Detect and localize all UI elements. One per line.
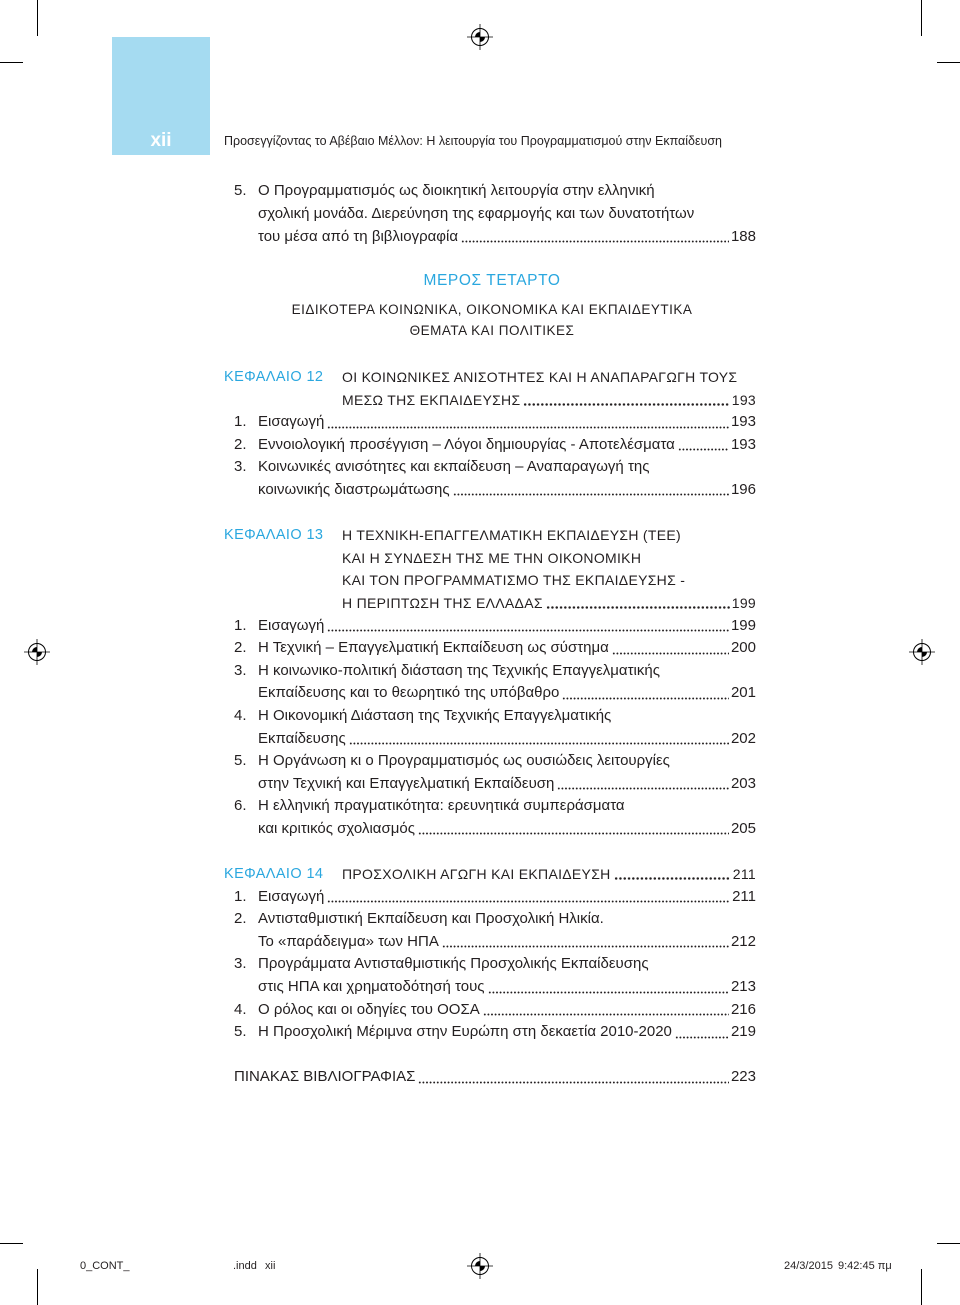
chapter-label: ΚΕΦΑΛΑΙΟ 12 xyxy=(224,369,324,385)
entry-line: Εκπαίδευσης και το θεωρητικό της υπόβαθρο xyxy=(258,684,560,702)
entry-number: 5. xyxy=(234,182,247,199)
entry-line: Εννοιολογική προσέγγιση – Λόγοι δημιουργίας - Αποτελέσματα xyxy=(258,435,675,453)
leader-dots xyxy=(488,976,729,999)
leader-dots xyxy=(562,682,729,705)
entry-line: του μέσα από τη βιβλιογραφία xyxy=(258,228,459,245)
entry-line: Αντισταθμιστική Εκπαίδευση και Προσχολική Ηλικία. xyxy=(258,910,604,928)
toc-entry xyxy=(224,795,756,840)
chapter-title xyxy=(342,524,756,614)
entry-number: 4. xyxy=(234,1000,247,1018)
bibliography-label: ΠΙΝΑΚΑΣ ΒΙΒΛΙΟΓΡΑΦΙΑΣ xyxy=(234,1068,416,1086)
leader-dots xyxy=(461,225,729,248)
entry-line: Προγράμματα Αντισταθμιστικής Προσχολικής Εκπαίδευσης xyxy=(258,955,649,973)
entry-line: Εισαγωγή xyxy=(258,616,325,634)
entry-line: Κοινωνικές ανισότητες και εκπαίδευση – Αναπαραγωγή της xyxy=(258,458,650,476)
leader-dots xyxy=(546,592,730,615)
crop-mark-bottom-left-vertical xyxy=(37,1269,38,1305)
entry-text xyxy=(258,1021,756,1044)
entry-number: 1. xyxy=(234,616,247,634)
toc-line xyxy=(258,179,756,202)
running-header-title: Προσεγγίζοντας το Αβέβαιο Μέλλον: Η λειτουργία του Προγραμματισμού στην Εκπαίδευση xyxy=(224,133,722,148)
slug-date: 24/3/2015 xyxy=(784,1260,833,1272)
folio-box xyxy=(112,37,210,155)
toc-entry xyxy=(224,908,756,953)
entry-text xyxy=(258,660,756,705)
entry-line: Η Οικονομική Διάσταση της Τεχνικής Επαγγελματικής xyxy=(258,706,612,724)
entry-line: Η Τεχνική – Επαγγελματική Εκπαίδευση ως σύστημα xyxy=(258,639,609,657)
toc-bibliography xyxy=(224,1066,756,1089)
entry-text xyxy=(258,750,756,795)
leader-dots xyxy=(612,637,729,660)
page-number: 201 xyxy=(730,684,756,702)
entry-line: Ο Προγραμματισμός ως διοικητική λειτουργία στην ελληνική xyxy=(258,182,655,199)
entry-number: 1. xyxy=(234,413,247,431)
entry-number: 5. xyxy=(234,752,247,770)
entry-line: Η κοινωνικο-πολιτική διάσταση της Τεχνικής Επαγγελματικής xyxy=(258,661,660,679)
entry-text xyxy=(258,953,756,998)
page-number: 193 xyxy=(731,391,756,408)
toc-line xyxy=(258,728,756,751)
toc-line xyxy=(258,682,756,705)
entry-line: σχολική μονάδα. Διερεύνηση της εφαρμογής και των δυνατοτήτων xyxy=(258,205,695,222)
leader-dots xyxy=(349,728,729,751)
entry-number: 2. xyxy=(234,435,247,453)
leader-dots xyxy=(557,773,729,796)
entry-line: Εκπαίδευσης xyxy=(258,729,346,747)
toc-entry xyxy=(224,411,756,434)
toc-line xyxy=(258,795,756,818)
toc-line xyxy=(342,592,756,615)
crop-mark-top-right-horizontal xyxy=(937,62,960,63)
entry-number: 3. xyxy=(234,955,247,973)
part-label: ΜΕΡΟΣ ΤΕΤΑΡΤΟ xyxy=(423,272,561,289)
toc-entry xyxy=(224,1021,756,1044)
leader-dots xyxy=(614,863,731,886)
entry-number: 3. xyxy=(234,458,247,476)
leader-dots xyxy=(327,615,729,638)
part-title xyxy=(224,299,760,341)
entry-text xyxy=(258,179,756,248)
entry-number: 6. xyxy=(234,797,247,815)
toc-entry xyxy=(224,179,756,248)
entry-line: Εισαγωγή xyxy=(258,887,325,905)
entry-text xyxy=(258,705,756,750)
entry-line: στην Τεχνική και Επαγγελματική Εκπαίδευση xyxy=(258,774,555,792)
entry-text xyxy=(258,999,756,1022)
leader-dots xyxy=(442,931,729,954)
toc-line xyxy=(258,456,756,479)
toc-line xyxy=(342,863,756,886)
entry-number: 4. xyxy=(234,706,247,724)
page-number: 199 xyxy=(731,594,756,611)
toc-line xyxy=(258,434,756,457)
toc-line xyxy=(258,637,756,660)
page-folio: xii xyxy=(150,130,172,151)
page-number: 193 xyxy=(730,435,756,453)
chapter-12 xyxy=(224,366,756,502)
page-number: 213 xyxy=(730,978,756,996)
chapter-title-line: ΚΑΙ Η ΣΥΝΔΕΣΗ ΤΗΣ ΜΕ ΤΗΝ ΟΙΚΟΝΟΜΙΚΗ xyxy=(342,549,642,566)
toc-line xyxy=(258,953,756,976)
chapter-heading xyxy=(224,366,756,411)
leader-dots xyxy=(418,818,729,841)
registration-mark-icon xyxy=(466,1252,494,1280)
toc-line xyxy=(258,999,756,1022)
entry-number: 3. xyxy=(234,661,247,679)
toc-chapters xyxy=(224,366,756,1089)
slug-time: 9:42:45 πμ xyxy=(838,1260,892,1272)
entry-number: 5. xyxy=(234,1023,247,1041)
toc-line xyxy=(342,547,756,570)
toc-line xyxy=(258,908,756,931)
toc-line xyxy=(258,1021,756,1044)
entry-text xyxy=(258,456,756,501)
entry-text xyxy=(258,886,756,909)
toc-line xyxy=(258,225,756,248)
page-number: 200 xyxy=(730,639,756,657)
entry-text xyxy=(258,411,756,434)
page-number: 202 xyxy=(730,729,756,747)
leader-dots xyxy=(675,1021,729,1044)
toc-line xyxy=(258,773,756,796)
toc-entry xyxy=(224,637,756,660)
leader-dots xyxy=(483,999,729,1022)
crop-mark-bottom-right-vertical xyxy=(921,1269,922,1305)
toc-line xyxy=(258,750,756,773)
part-title-line: ΕΙΔΙΚΟΤΕΡΑ ΚΟΙΝΩΝΙΚΑ, ΟΙΚΟΝΟΜΙΚΑ ΚΑΙ ΕΚΠΑΙΔΕΥΤΙΚΑ xyxy=(291,301,693,317)
page-number: 219 xyxy=(730,1023,756,1041)
chapter-13 xyxy=(224,524,756,840)
toc-line xyxy=(258,411,756,434)
entry-line: Το «παράδειγμα» των ΗΠΑ xyxy=(258,932,439,950)
chapter-title-line: Η ΠΕΡΙΠΤΩΣΗ ΤΗΣ ΕΛΛΑΔΑΣ xyxy=(342,594,543,611)
toc-entry xyxy=(224,660,756,705)
leader-dots xyxy=(327,411,729,434)
leader-dots xyxy=(418,1066,729,1089)
toc-entry xyxy=(224,750,756,795)
entry-line: Η ελληνική πραγματικότητα: ερευνητικά συμπεράσματα xyxy=(258,797,625,815)
entry-text xyxy=(258,434,756,457)
toc-line xyxy=(258,976,756,999)
entry-line: Η Προσχολική Μέριμνα στην Ευρώπη στη δεκαετία 2010-2020 xyxy=(258,1023,672,1041)
part-title-line: ΘΕΜΑΤΑ ΚΑΙ ΠΟΛΙΤΙΚΕΣ xyxy=(409,322,575,338)
chapter-title-line: ΜΕΣΩ ΤΗΣ ΕΚΠΑΙΔΕΥΣΗΣ xyxy=(342,391,521,408)
slug-file-start: 0_CONT_ xyxy=(80,1260,130,1272)
toc-line xyxy=(342,524,756,547)
entry-text xyxy=(258,908,756,953)
page-number: 212 xyxy=(730,932,756,950)
toc-line xyxy=(342,569,756,592)
entry-text xyxy=(258,615,756,638)
page-number: 211 xyxy=(732,887,756,905)
leader-dots xyxy=(453,479,729,502)
crop-mark-bottom-left-horizontal xyxy=(0,1243,23,1244)
entry-text xyxy=(258,637,756,660)
chapter-label: ΚΕΦΑΛΑΙΟ 13 xyxy=(224,527,324,544)
leader-dots xyxy=(678,434,729,457)
slug-folio: xii xyxy=(265,1260,276,1272)
toc-line xyxy=(258,931,756,954)
leader-dots xyxy=(327,886,730,909)
part-heading xyxy=(224,270,760,341)
toc-entry xyxy=(224,456,756,501)
page-number: 216 xyxy=(730,1000,756,1018)
toc-line xyxy=(258,202,756,225)
entry-line: κοινωνικής διαστρωμάτωσης xyxy=(258,480,450,498)
chapter-heading xyxy=(224,863,756,886)
page-number: 203 xyxy=(730,774,756,792)
toc-entry xyxy=(224,705,756,750)
page-number: 196 xyxy=(730,480,756,498)
entry-line: Η Οργάνωση κι ο Προγραμματισμός ως ουσιώδεις λειτουργίες xyxy=(258,752,670,770)
page-number: 188 xyxy=(730,228,756,245)
toc-line xyxy=(258,705,756,728)
toc-entry xyxy=(224,999,756,1022)
page-number: 211 xyxy=(732,866,756,883)
toc-entry xyxy=(224,434,756,457)
toc-line xyxy=(258,818,756,841)
page-number: 199 xyxy=(730,616,756,634)
crop-mark-top-left-vertical xyxy=(37,0,38,36)
entry-line: Εισαγωγή xyxy=(258,413,325,431)
toc-line xyxy=(258,886,756,909)
crop-mark-top-left-horizontal xyxy=(0,62,23,63)
page-number: 223 xyxy=(730,1068,756,1086)
toc-line xyxy=(342,366,756,389)
chapter-title xyxy=(342,863,756,886)
page-number: 205 xyxy=(730,819,756,837)
registration-mark-icon xyxy=(23,638,51,666)
entry-number: 1. xyxy=(234,887,247,905)
toc-continued-entry xyxy=(224,179,756,248)
toc-line xyxy=(258,660,756,683)
registration-mark-icon xyxy=(466,23,494,51)
chapter-title xyxy=(342,366,756,411)
chapter-heading xyxy=(224,524,756,614)
entry-text xyxy=(258,795,756,840)
chapter-title-line: Η ΤΕΧΝΙΚΗ-ΕΠΑΓΓΕΛΜΑΤΙΚΗ ΕΚΠΑΙΔΕΥΣΗ (ΤΕΕ) xyxy=(342,527,681,544)
toc-entry xyxy=(224,886,756,909)
entry-number: 2. xyxy=(234,639,247,657)
page-number: 193 xyxy=(730,413,756,431)
entry-line: στις ΗΠΑ και χρηματοδότησή τους xyxy=(258,978,485,996)
chapter-title-line: ΠΡΟΣΧΟΛΙΚΗ ΑΓΩΓΗ ΚΑΙ ΕΚΠΑΙΔΕΥΣΗ xyxy=(342,866,611,883)
toc-entry xyxy=(224,615,756,638)
chapter-title-line: ΟΙ ΚΟΙΝΩΝΙΚΕΣ ΑΝΙΣΟΤΗΤΕΣ ΚΑΙ Η ΑΝΑΠΑΡΑΓΩΓΗ ΤΟΥΣ xyxy=(342,369,738,385)
toc-line xyxy=(258,479,756,502)
registration-mark-icon xyxy=(908,638,936,666)
crop-mark-bottom-right-horizontal xyxy=(937,1243,960,1244)
toc-line xyxy=(342,389,756,412)
slug-file-end: .indd xyxy=(233,1260,257,1272)
entry-line: και κριτικός σχολιασμός xyxy=(258,819,415,837)
toc-entry xyxy=(224,953,756,998)
leader-dots xyxy=(523,389,729,412)
crop-mark-top-right-vertical xyxy=(921,0,922,36)
chapter-title-line: ΚΑΙ ΤΟΝ ΠΡΟΓΡΑΜΜΑΤΙΣΜΟ ΤΗΣ ΕΚΠΑΙΔΕΥΣΗΣ - xyxy=(342,572,686,589)
chapter-14 xyxy=(224,863,756,1044)
chapter-label: ΚΕΦΑΛΑΙΟ 14 xyxy=(224,866,324,883)
toc-line xyxy=(258,615,756,638)
entry-line: Ο ρόλος και οι οδηγίες του ΟΟΣΑ xyxy=(258,1000,480,1018)
entry-number: 2. xyxy=(234,910,247,928)
